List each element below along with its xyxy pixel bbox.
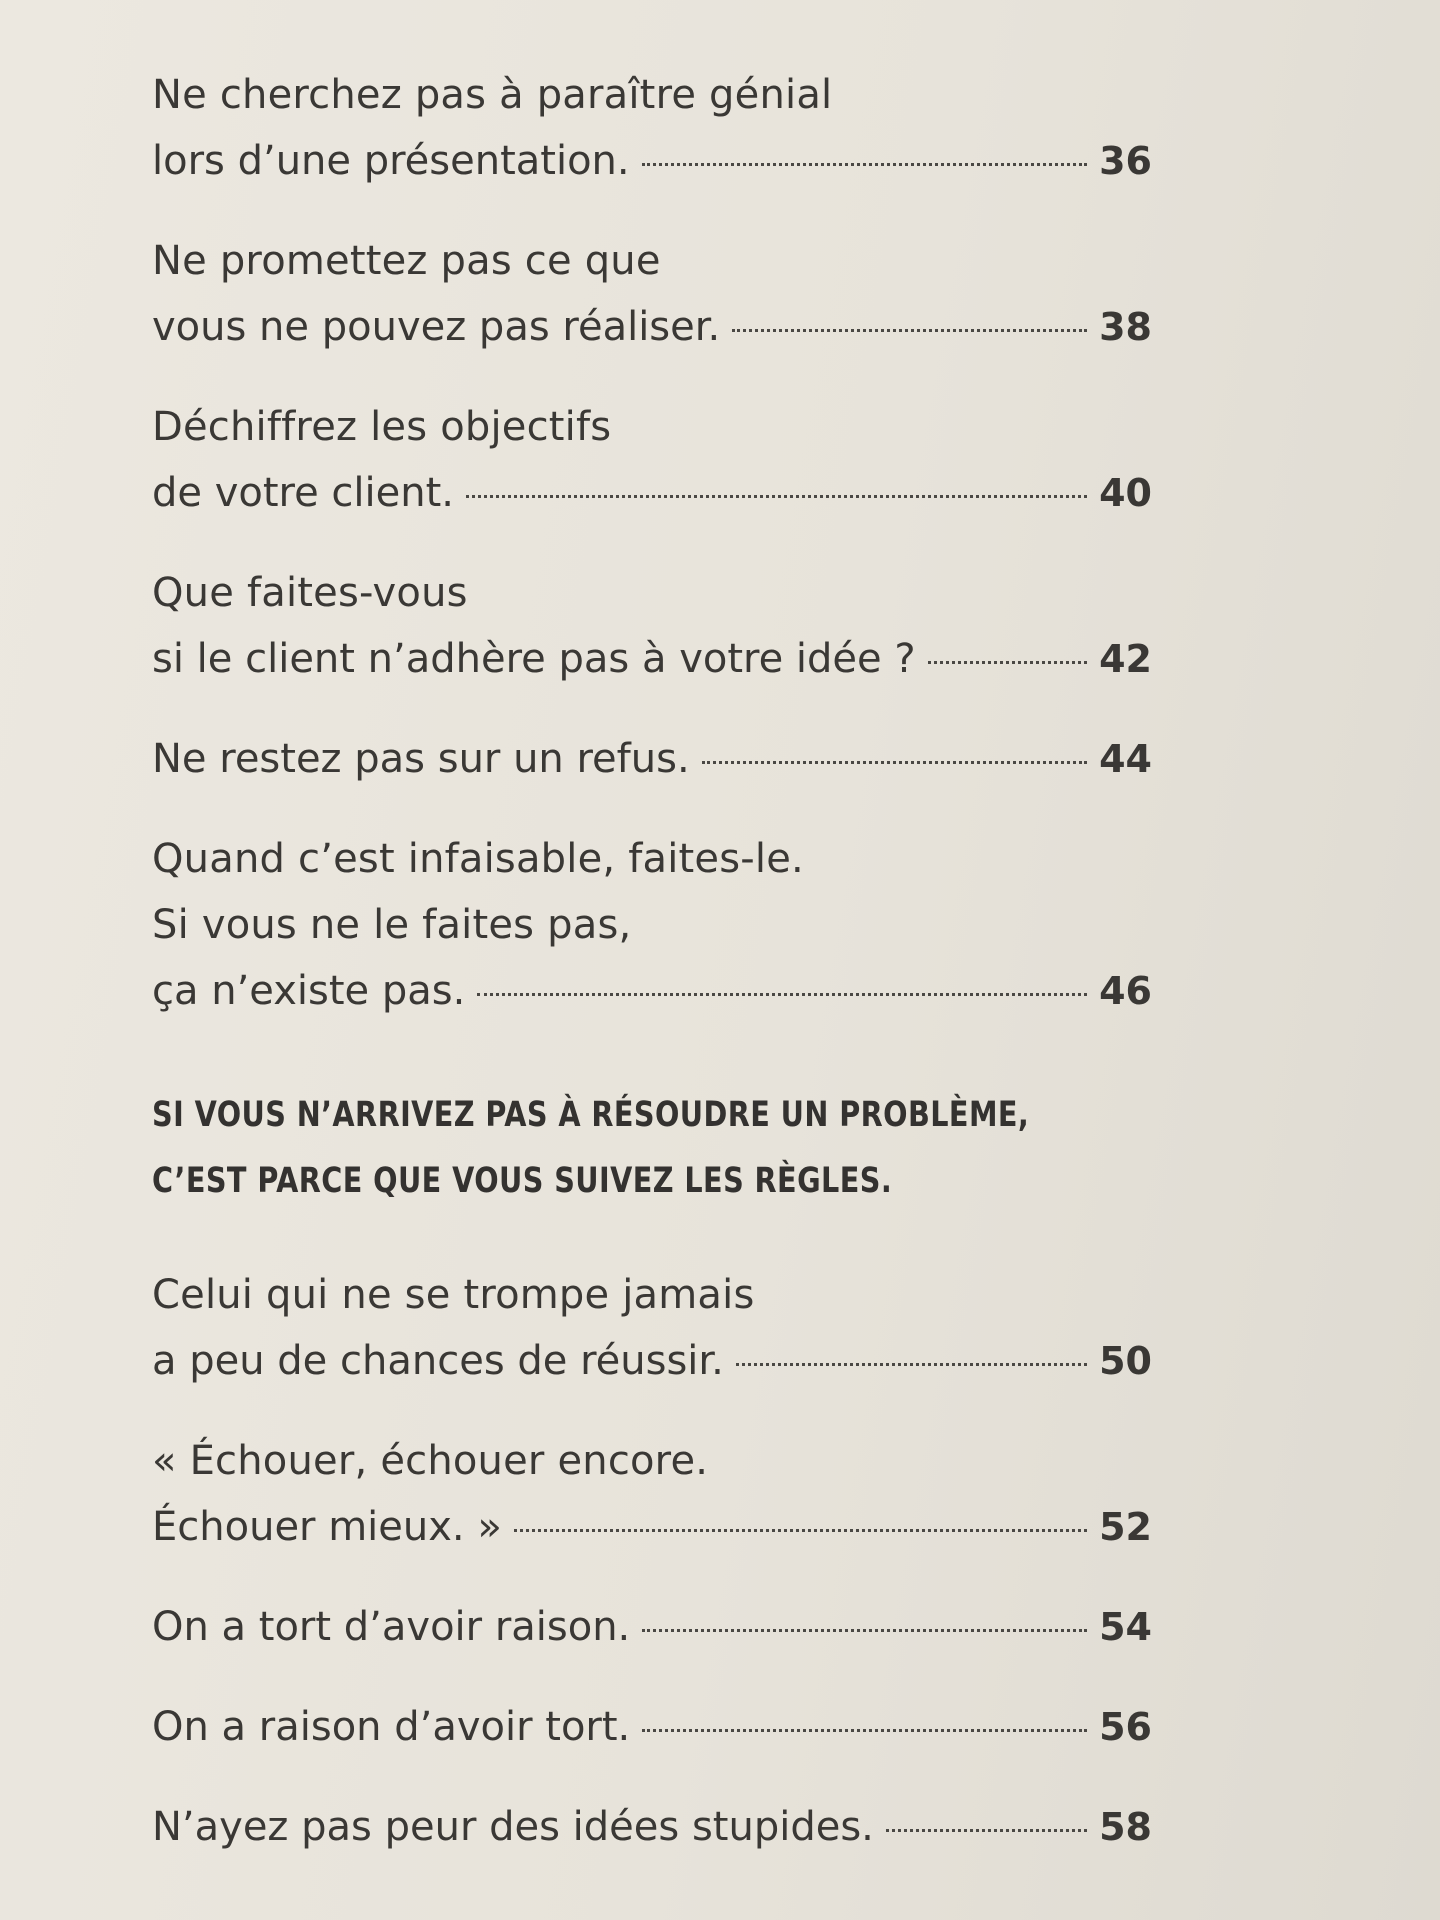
dot-leader (642, 1729, 1087, 1732)
page-number: 36 (1099, 139, 1152, 183)
toc-entry-line: On a tort d’avoir raison. (152, 1604, 631, 1650)
toc-entry-line: Ne promettez pas ce que (152, 238, 661, 284)
toc-entry (152, 726, 1152, 792)
page-number: 40 (1099, 471, 1152, 515)
page-number: 46 (1099, 969, 1152, 1013)
toc-entry-line: N’ayez pas peur des idées stupides. (152, 1804, 874, 1850)
section-heading (152, 1082, 1030, 1214)
toc-entry-line: Quand c’est infaisable, faites-le. (152, 836, 804, 882)
dot-leader (732, 329, 1087, 332)
toc-entry-line: si le client n’adhère pas à votre idée ? (152, 636, 916, 682)
toc-entry (152, 1262, 1152, 1394)
show-through-text (1140, 0, 1440, 1920)
section-heading-line: SI VOUS N’ARRIVEZ PAS À RÉSOUDRE UN PROBLÈME, (152, 1095, 1030, 1135)
dot-leader (514, 1529, 1087, 1532)
dot-leader (642, 1629, 1087, 1632)
toc-entry (152, 394, 1152, 526)
dot-leader (466, 495, 1087, 498)
page-number: 52 (1099, 1505, 1152, 1549)
toc-entry-line: a peu de chances de réussir. (152, 1338, 724, 1384)
page-number: 44 (1099, 737, 1152, 781)
toc-entry (152, 62, 1152, 194)
toc-entry-line: Ne restez pas sur un refus. (152, 736, 690, 782)
dot-leader (642, 163, 1087, 166)
dot-leader (477, 993, 1087, 996)
toc-entry-line: Ne cherchez pas à paraître génial (152, 72, 833, 118)
toc-entry-line: On a raison d’avoir tort. (152, 1704, 631, 1750)
page-number: 42 (1099, 637, 1152, 681)
page-number: 50 (1099, 1339, 1152, 1383)
toc-entry-line: Échouer mieux. » (152, 1504, 502, 1550)
toc-entry-line: « Échouer, échouer encore. (152, 1438, 709, 1484)
toc-entry (152, 1694, 1152, 1760)
toc-entry-line: Que faites-vous (152, 570, 468, 616)
toc-entry-line: Si vous ne le faites pas, (152, 902, 632, 948)
page-number: 54 (1099, 1605, 1152, 1649)
toc-entry (152, 1794, 1152, 1860)
toc-entry (152, 1594, 1152, 1660)
section-heading-line: C’EST PARCE QUE VOUS SUIVEZ LES RÈGLES. (152, 1161, 893, 1201)
table-of-contents (152, 62, 1152, 1894)
toc-entry-line: Celui qui ne se trompe jamais (152, 1272, 755, 1318)
dot-leader (736, 1363, 1087, 1366)
toc-entry (152, 228, 1152, 360)
dot-leader (886, 1829, 1087, 1832)
page-number: 58 (1099, 1805, 1152, 1849)
toc-entry-line: de votre client. (152, 470, 455, 516)
dot-leader (928, 661, 1088, 664)
dot-leader (702, 761, 1087, 764)
toc-entry-line: vous ne pouvez pas réaliser. (152, 304, 721, 350)
page-number: 56 (1099, 1705, 1152, 1749)
toc-entry (152, 560, 1152, 692)
toc-entry-line: Déchiffrez les objectifs (152, 404, 612, 450)
toc-entry-line: ça n’existe pas. (152, 968, 466, 1014)
toc-entry (152, 826, 1152, 1024)
toc-entry (152, 1428, 1152, 1560)
toc-entry-line: lors d’une présentation. (152, 138, 630, 184)
page-number: 38 (1099, 305, 1152, 349)
